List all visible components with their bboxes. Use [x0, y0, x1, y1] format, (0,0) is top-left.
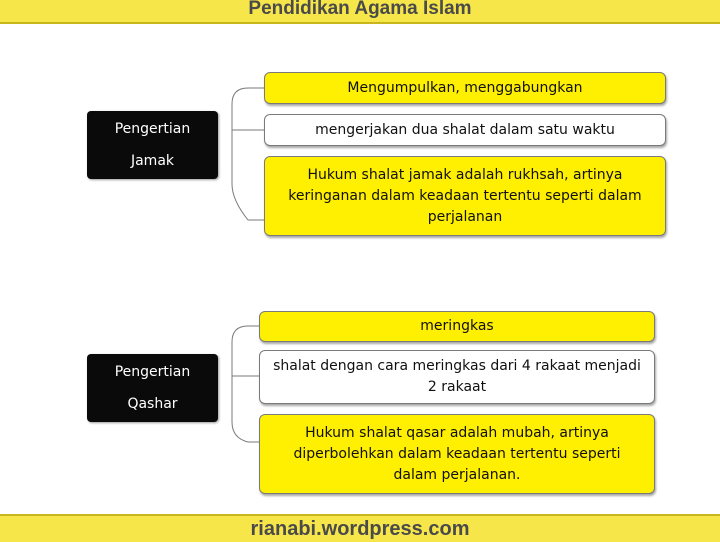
jamak-item-meaning: Mengumpulkan, menggabungkan: [264, 72, 666, 104]
jamak-label-line2: Jamak: [130, 153, 175, 169]
qashar-item-ruling: Hukum shalat qasar adalah mubah, artinya diperbolehkan dalam keadaan tertentu seperti dalam perjalanan.: [259, 414, 655, 494]
jamak-item-definition: mengerjakan dua shalat dalam satu waktu: [264, 114, 666, 146]
jamak-bracket: [232, 88, 265, 220]
qashar-definition-label: [87, 354, 218, 422]
qashar-item-definition: shalat dengan cara meringkas dari 4 rakaat menjadi 2 rakaat: [259, 350, 655, 404]
qashar-label-line2: Qashar: [127, 396, 178, 412]
qashar-label-line1: Pengertian: [114, 364, 191, 380]
qashar-item-meaning: meringkas: [259, 311, 655, 342]
footer-site: rianabi.wordpress.com: [250, 517, 470, 540]
jamak-item-ruling: Hukum shalat jamak adalah rukhsah, artinya keringanan dalam keadaan tertentu seperti dalam perjalanan: [264, 156, 666, 236]
jamak-definition-label: [87, 111, 218, 179]
page-title: Pendidikan Agama Islam: [248, 0, 472, 19]
jamak-label-line1: Pengertian: [114, 121, 191, 137]
qashar-bracket: [232, 326, 260, 442]
footer-bar: [0, 514, 720, 542]
